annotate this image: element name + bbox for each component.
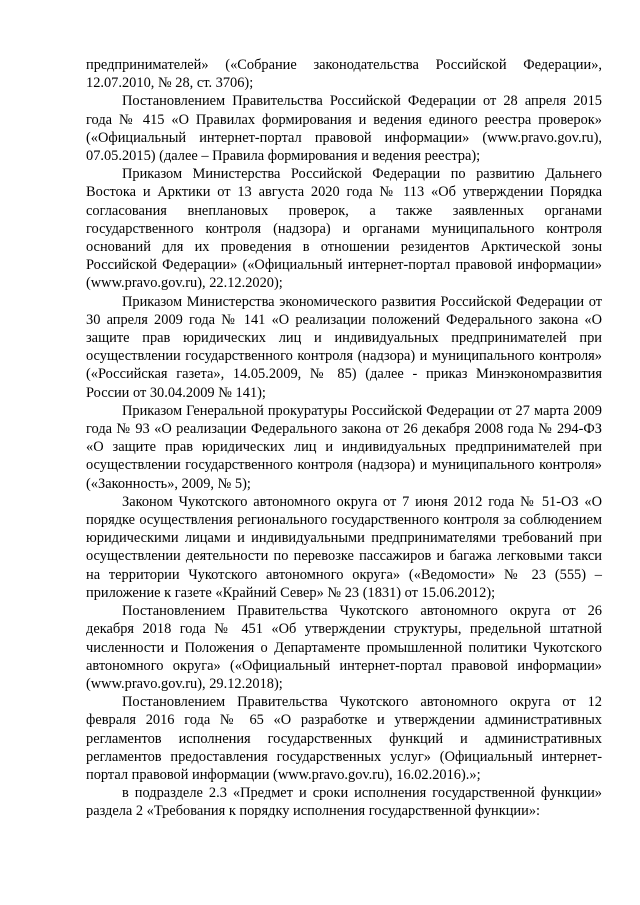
paragraph-3: Приказом Министерства Российской Федерации по развитию Дальнего Востока и Арктики от 13 августа 2020 года № 113 «Об утверждении Порядка согласования внеплановых проверок, а также заявленных органами государственного контроля (надзора) и органами муниципального контроля оснований для их проведения в отношении резидентов Арктической зоны Российской Федерации» («Официальный интернет-портал правовой информации» (www.pravo.gov.ru), 22.12.2020); (86, 166, 602, 292)
paragraph-6: Законом Чукотского автономного округа от 7 июня 2012 года № 51-ОЗ «О порядке осуществления регионального государственного контроля за соблюдением юридическими лицами и индивидуальными предпринимателями требований при осуществлении деятельности по перевозке пассажиров и багажа легковыми такси на территории Чукотского автономного округа» («Ведомости» № 23 (555) – приложение к газете «Крайний Север» № 23 (1831) от 15.06.2012); (86, 493, 602, 601)
paragraph-2: Постановлением Правительства Российской Федерации от 28 апреля 2015 года № 415 «О Правилах формирования и ведения единого реестра проверок» («Официальный интернет-портал правовой информации» (www.pravo.gov.ru), 07.05.2015) (далее – Правила формирования и ведения реестра); (86, 93, 602, 165)
paragraph-4: Приказом Министерства экономического развития Российской Федерации от 30 апреля 2009 года № 141 «О реализации положений Федерального закона «О защите прав юридических лиц и индивидуальных предпринимателей при осуществлении государственного контроля (надзора) и муниципального контроля» («Российская газета», 14.05.2009, № 85) (далее - приказ Минэкономразвития России от 30.04.2009 № 141); (86, 293, 602, 401)
paragraph-1: предпринимателей» («Собрание законодательства Российской Федерации», 12.07.2010, № 28, ст. 3706); (86, 57, 602, 92)
paragraph-5: Приказом Генеральной прокуратуры Российской Федерации от 27 марта 2009 года № 93 «О реализации Федерального закона от 26 декабря 2008 года № 294-ФЗ «О защите прав юридических лиц и индивидуальных предпринимателей при осуществлении государственного контроля (надзора) и муниципального контроля» («Законность», 2009, № 5); (86, 402, 602, 492)
paragraph-9: в подразделе 2.3 «Предмет и сроки исполнения государственной функции» раздела 2 «Требования к порядку исполнения государственной функции»: (86, 785, 602, 820)
document-page (86, 56, 602, 821)
paragraph-8: Постановлением Правительства Чукотского автономного округа от 12 февраля 2016 года № 65 «О разработке и утверждении административных регламентов исполнения государственных функций и административных регламентов предоставления государственных услуг» (Официальный интернет-портал правовой информации (www.pravo.gov.ru), 16.02.2016).»; (86, 694, 602, 783)
paragraph-7: Постановлением Правительства Чукотского автономного округа от 26 декабря 2018 года № 451 «Об утверждении структуры, предельной штатной численности и Положения о Департаменте промышленной политики Чукотского автономного округа» («Официальный интернет-портал правовой информации» (www.pravo.gov.ru), 29.12.2018); (86, 603, 602, 692)
